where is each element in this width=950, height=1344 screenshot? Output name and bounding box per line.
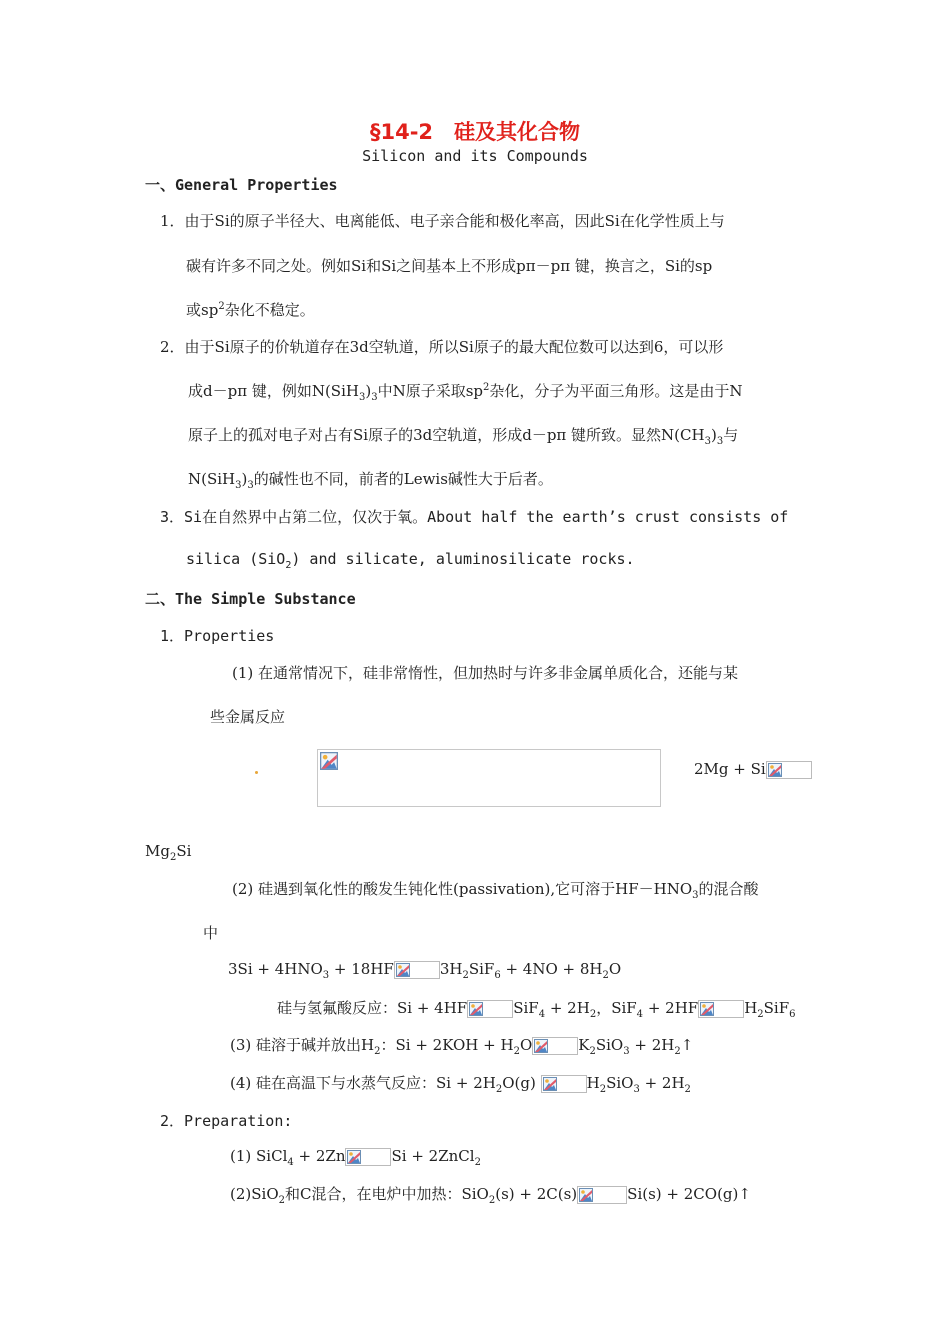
- arrow-image: [698, 1000, 744, 1018]
- broken-image-icon: [347, 1150, 361, 1164]
- page-subtitle: Silicon and its Compounds: [362, 147, 588, 165]
- eq-zn: (1) SiCl$_4$ + 2Zn Si + 2ZnCl$_2$: [230, 1147, 481, 1168]
- marker-dot: [255, 771, 258, 774]
- broken-image-icon: [768, 763, 782, 777]
- eq-steam: (4) 硅在高温下与水蒸气反应：$Si + 2H_2O(g)$ $H_2SiO_3 + 2H_2$: [230, 1074, 691, 1095]
- eq-mg-right: $Mg_2Si$: [145, 842, 192, 863]
- broken-image-icon: [320, 752, 338, 770]
- item1-line1: 1．由于Si的原子半径大、电离能低、电子亲合能和极化率高，因此Si在化学性质上与: [160, 212, 725, 230]
- eq-mg-left: 2Mg + Si: [694, 760, 812, 779]
- broken-image-icon: [700, 1002, 714, 1016]
- broken-image-icon: [543, 1077, 557, 1091]
- arrow-image: [394, 961, 440, 979]
- item2-line1: 2．由于Si原子的价轨道存在3d空轨道，所以Si原子的最大配位数可以达到6，可以形: [160, 338, 724, 356]
- arrow-image: [541, 1075, 587, 1093]
- arrow-image: [577, 1186, 627, 1204]
- properties-heading: 1．Properties: [160, 627, 275, 645]
- arrow-image: [345, 1148, 391, 1166]
- eq-hf: 硅与氢氟酸反应：Si + 4HF $SiF_4 + 2H_2$，SiF$_4$ + 2HF $H_2SiF_6$: [277, 999, 796, 1020]
- eq-hno3: $3Si + 4HNO_3 + 18HF$ $3H_2SiF_6 + 4NO + 8H_2O$: [228, 960, 622, 981]
- arrow-image: [532, 1037, 578, 1055]
- eq-c: (2)SiO$_2$和C混合，在电炉中加热：SiO$_2$(s) + 2C(s) Si(s) + 2CO(g)↑: [230, 1185, 751, 1206]
- image-placeholder: [317, 749, 661, 807]
- prop2-line2: 中: [203, 924, 219, 942]
- section2-heading: 二、The Simple Substance: [145, 590, 356, 608]
- prop1-line2: 些金属反应: [210, 708, 286, 726]
- eq-koh: (3) 硅溶于碱并放出$H_2$：$Si + 2KOH + H_2O$ $K_2SiO_3$ + $2H_2↑$: [230, 1036, 694, 1057]
- section1-heading: 一、General Properties: [145, 176, 338, 194]
- page-title: §14-2 硅及其化合物: [369, 120, 581, 144]
- item2-line4: $N(SiH_3)_3$的碱性也不同，前者的Lewis碱性大于后者。: [188, 470, 553, 491]
- arrow-image: [766, 761, 812, 779]
- item2-line2: 成d－pπ 键，例如$N(SiH_3)_3$中N原子采取$sp^2$杂化，分子为平面三角形。这是由于N: [188, 382, 743, 403]
- preparation-heading: 2．Preparation:: [160, 1112, 293, 1130]
- arrow-image: [467, 1000, 513, 1018]
- item1-line3: 或$sp^2$杂化不稳定。: [186, 301, 315, 319]
- broken-image-icon: [469, 1002, 483, 1016]
- broken-image-icon: [396, 963, 410, 977]
- prop2-line1: (2) 硅遇到氧化性的酸发生钝化性(passivation),它可溶于$HF-HNO_3$的混合酸: [232, 880, 759, 901]
- broken-image-icon: [579, 1188, 593, 1202]
- item1-line2: 碳有许多不同之处。例如Si和Si之间基本上不形成pπ－pπ 键，换言之，Si的sp: [186, 257, 713, 275]
- prop1-line1: (1) 在通常情况下，硅非常惰性，但加热时与许多非金属单质化合，还能与某: [232, 664, 739, 682]
- item2-line3: 原子上的孤对电子对占有Si原子的3d空轨道，形成d－pπ 键所致。显然$N(CH_3)_3$与: [188, 426, 739, 447]
- item3-line2: silica (SiO$_2$) and silicate, aluminosilicate rocks.: [186, 550, 635, 571]
- item3-line1: 3．Si在自然界中占第二位，仅次于氧。About half the earth’s crust consists of: [160, 508, 789, 526]
- broken-image-icon: [534, 1039, 548, 1053]
